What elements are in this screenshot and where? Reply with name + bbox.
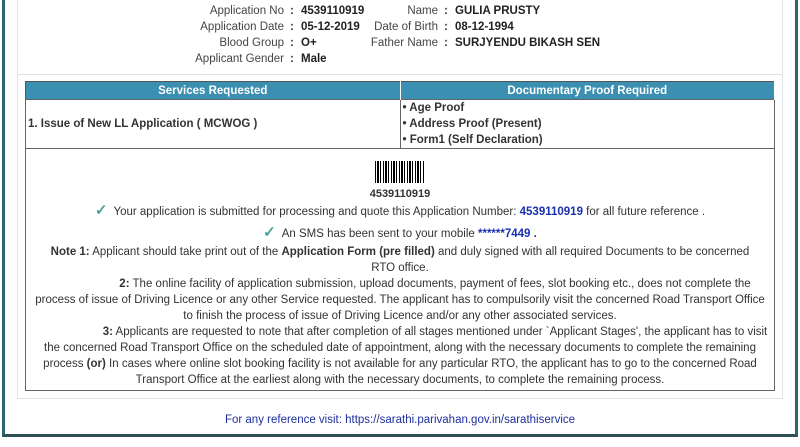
sms-text: An SMS has been sent to your mobile bbox=[281, 228, 475, 240]
blood-group-value: O+ bbox=[301, 37, 317, 49]
father-label: Father Name bbox=[370, 37, 438, 49]
name-label: Name bbox=[407, 5, 438, 17]
mobile-number: ******7449 . bbox=[478, 228, 537, 240]
services-table bbox=[25, 81, 775, 391]
check-icon: ✓ bbox=[94, 202, 108, 219]
submitted-suffix: for all future reference . bbox=[586, 206, 706, 218]
colon: : bbox=[290, 5, 294, 17]
colon: : bbox=[290, 53, 294, 65]
app-date-value: 05-12-2019 bbox=[301, 21, 360, 33]
doc-item: • Form1 (Self Declaration) bbox=[402, 134, 543, 146]
colon: : bbox=[444, 5, 448, 17]
note3-text-end: In cases where online slot booking facility is not available for any particular RTO, the applicant has to go to the concerned Road Transport Office at the earliest along with the necessary documents, to complete the remaining process. bbox=[109, 358, 757, 386]
confirmation-cell bbox=[26, 149, 775, 391]
app-no-value: 4539110919 bbox=[301, 5, 365, 17]
service-item: 1. Issue of New LL Application ( MCWOG ) bbox=[26, 100, 401, 149]
gender-label: Applicant Gender bbox=[195, 53, 284, 65]
acknowledgement-panel bbox=[17, 0, 783, 399]
reference-link[interactable]: For any reference visit: https://sarathi.parivahan.gov.in/sarathiservice bbox=[224, 414, 576, 426]
note2-label: 2: bbox=[119, 278, 130, 290]
submitted-text: Your application is submitted for processing and quote this Application Number: bbox=[113, 206, 517, 218]
docs-header: Documentary Proof Required bbox=[400, 82, 775, 100]
services-header: Services Requested bbox=[26, 82, 401, 100]
barcode bbox=[375, 161, 425, 183]
doc-item: • Address Proof (Present) bbox=[402, 118, 542, 130]
docs-list bbox=[400, 100, 775, 149]
colon: : bbox=[290, 21, 294, 33]
note1-text: Applicant should take print out of the bbox=[92, 246, 279, 258]
application-number: 4539110919 bbox=[519, 206, 583, 218]
note2-text: The online facility of application submission, upload documents, payment of fees, slot booking etc., does not complete the process of issue of Driving Licence or any other Service requested. The applicant has to compulsorily visit the concerned Road Transport Office to finish the process of issue of Driving Licence and/or any other associated services. bbox=[35, 278, 765, 322]
gender-value: Male bbox=[301, 53, 327, 65]
father-value: SURJYENDU BIKASH SEN bbox=[455, 37, 601, 49]
colon: : bbox=[290, 37, 294, 49]
note1-bold: Application Form (pre filled) bbox=[281, 246, 435, 258]
check-icon: ✓ bbox=[263, 224, 276, 241]
colon: : bbox=[444, 37, 448, 49]
app-date-label: Application Date bbox=[200, 21, 284, 33]
note1-text-end: and duly signed with all required Documents to be concerned RTO office. bbox=[371, 246, 750, 274]
doc-item: • Age Proof bbox=[402, 102, 465, 114]
dob-label: Date of Birth bbox=[374, 21, 438, 33]
colon: : bbox=[444, 21, 448, 33]
applicant-info bbox=[18, 0, 782, 75]
note3-label: 3: bbox=[102, 326, 113, 338]
name-value: GULIA PRUSTY bbox=[455, 5, 541, 17]
note3-or: (or) bbox=[86, 358, 106, 370]
app-no-label: Application No bbox=[209, 5, 284, 17]
note1-label: Note 1: bbox=[50, 246, 90, 258]
note3-text: Applicants are requested to note that after completion of all stages mentioned under `Applicant Stages', the applicant has to visit the concerned Road Transport Office on the scheduled date of appointment, along with the necessary documents to complete the remaining process bbox=[43, 326, 768, 370]
barcode-number: 4539110919 bbox=[369, 188, 431, 200]
dob-value: 08-12-1994 bbox=[455, 21, 514, 33]
blood-group-label: Blood Group bbox=[219, 37, 284, 49]
